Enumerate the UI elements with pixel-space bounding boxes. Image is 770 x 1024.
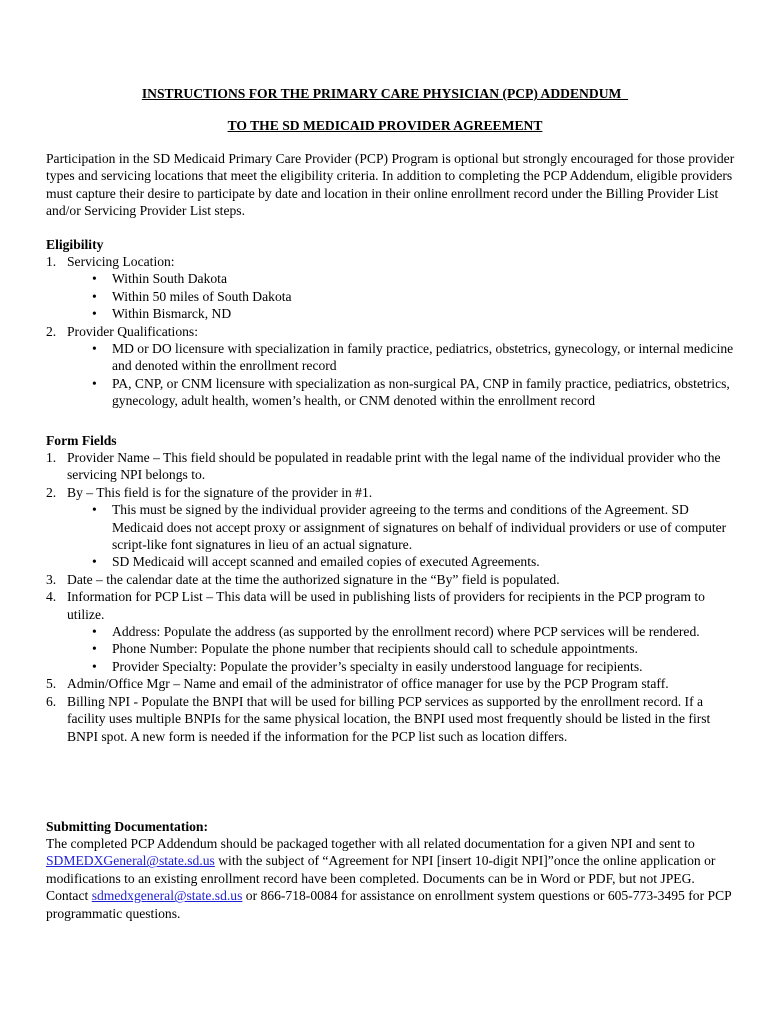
eligibility-item-2 [46,323,736,410]
signature-bullets [67,501,736,571]
submitting-text-1: The completed PCP Addendum should be packaged together with all related documentation for a given NPI and sent to [46,836,695,851]
bullet-item: • Within Bismarck, ND [67,305,736,322]
form-field-item-2 [46,484,736,571]
email-link-sdmedxgeneral-contact[interactable]: sdmedxgeneral@state.sd.us [91,888,243,904]
form-field-item-text: Information for PCP List – This data will be used in publishing lists of providers for recipients in the PCP program to utilize. [67,589,705,622]
form-field-item-text: Date – the calendar date at the time the authorized signature in the “By” field is populated. [67,571,560,587]
item-number: 1. [46,450,57,465]
bullet-item: • Provider Specialty: Populate the provider’s specialty in easily understood language for recipients. [67,658,736,675]
bullet-item: • Within South Dakota [67,270,736,287]
bullet-item: • Within 50 miles of South Dakota [67,288,736,305]
form-field-item-text: Billing NPI - Populate the BNPI that will be used for billing PCP services as supported by the enrollment record. If a facility uses multiple BNPIs for the same physical location, the BNPI used most frequently should be listed in the first BNPI spot. A new form is needed if the information for the PCP list such as location differs. [67,693,711,744]
bullet-item: • This must be signed by the individual provider agreeing to the terms and conditions of the Agreement. SD Medicaid does not accept proxy or assignment of signatures on behalf of individual providers or use of computer script-like font signatures in lieu of an actual signature. [67,501,736,553]
form-field-item-text: Admin/Office Mgr – Name and email of the administrator of office manager for use by the PCP Program staff. [67,676,669,692]
submitting-text-3: or 866-718-0084 for assistance on enrollment system questions or 605-773-3495 for PCP programmatic questions. [46,888,732,921]
bullet-item: • MD or DO licensure with specialization in family practice, pediatrics, obstetrics, gynecology, or internal medicine and denoted within the enrollment record [67,340,736,375]
bullet-item: • SD Medicaid will accept scanned and emailed copies of executed Agreements. [67,553,736,570]
item-number: 2. [46,323,57,339]
eligibility-item-1 [46,253,736,323]
eligibility-item-text: Provider Qualifications: [67,323,198,339]
intro-paragraph: Participation in the SD Medicaid Primary Care Provider (PCP) Program is optional but strongly encouraged for those provider types and servicing locations that meet the eligibility criteria. In addition to completing the PCP Addendum, eligible providers must capture their desire to participate by date and location in their online enrollment record under the Billing Provider List and/or Servicing Provider List steps. [46,151,735,219]
document-title-line-2: TO THE SD MEDICAID PROVIDER AGREEMENT [227,118,543,133]
item-number: 4. [46,589,57,605]
item-number: 6. [46,693,57,709]
servicing-location-bullets [67,270,736,322]
form-field-item-text: By – This field is for the signature of the provider in #1. [67,484,373,500]
bullet-item: • Phone Number: Populate the phone number that recipients should call to schedule appointments. [67,640,736,657]
form-field-item-3 [46,571,736,588]
eligibility-heading: Eligibility [46,237,104,252]
form-field-item-4 [46,588,736,675]
bullet-item: • Address: Populate the address (as supported by the enrollment record) where PCP services will be rendered. [67,623,736,640]
bullet-item: • PA, CNP, or CNM licensure with specialization as non-surgical PA, CNP in family practice, pediatrics, obstetrics, gynecology, adult health, women’s health, or CNM denoted within the enrollment record [67,375,736,410]
form-field-item-text: Provider Name – This field should be populated in readable print with the legal name of the individual provider who the servicing NPI belongs to. [67,450,721,483]
provider-qualifications-bullets [67,340,736,410]
pcp-list-bullets [67,623,736,675]
submitting-text-2: with the subject of “Agreement for NPI [insert 10-digit NPI]”once the online application or modifications to an existing enrollment record have been completed. Documents can be in Word or PDF, but not JPEG. Contact [46,853,716,904]
item-number: 1. [46,254,57,269]
form-field-item-1 [46,449,736,484]
item-number: 5. [46,676,57,692]
eligibility-list [46,253,736,410]
item-number: 2. [46,484,57,500]
form-fields-heading: Form Fields [46,433,117,448]
form-fields-list [46,449,736,745]
email-link-sdmedxgeneral[interactable]: SDMEDXGeneral@state.sd.us [46,853,215,869]
form-field-item-6 [46,693,736,745]
item-number: 3. [46,571,57,587]
submitting-heading: Submitting Documentation: [46,819,209,834]
submitting-paragraph [46,835,736,922]
form-field-item-5 [46,675,736,692]
eligibility-item-text: Servicing Location: [67,254,175,269]
document-title-line-1: INSTRUCTIONS FOR THE PRIMARY CARE PHYSICIAN (PCP) ADDENDUM [141,86,629,101]
